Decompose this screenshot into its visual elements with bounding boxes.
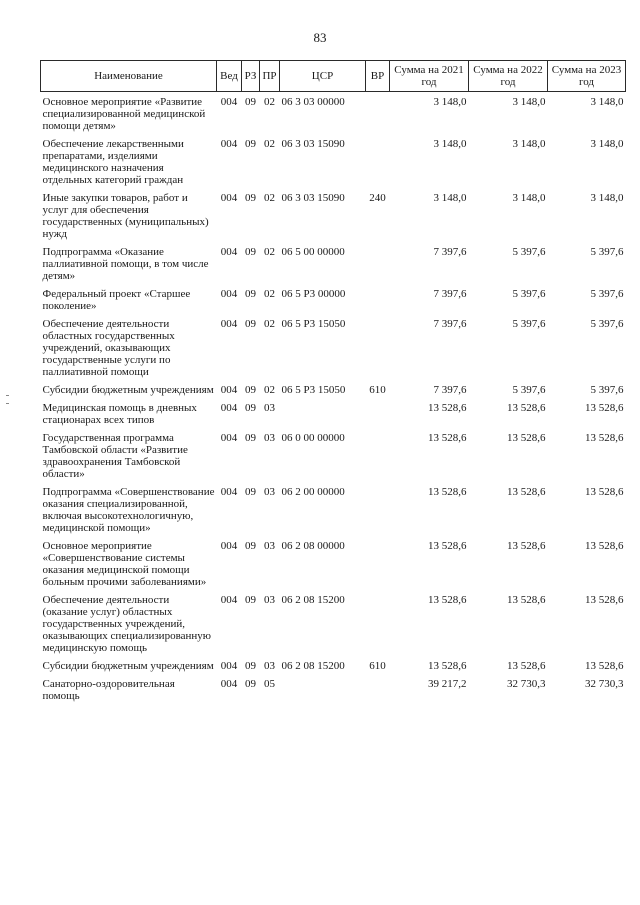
row-rz: 09 — [245, 138, 256, 150]
row-rz: 09 — [245, 432, 256, 444]
row-csr: 06 5 P3 15050 — [281, 318, 346, 330]
header-rz: РЗ — [242, 61, 260, 92]
row-rz: 09 — [245, 594, 256, 606]
row-sum-2023: 13 528,6 — [585, 540, 624, 552]
row-pr: 02 — [264, 288, 275, 300]
row-sum-2023: 13 528,6 — [585, 594, 624, 606]
row-pr: 02 — [264, 318, 275, 330]
row-sum-2023: 13 528,6 — [585, 402, 624, 414]
row-rz: 09 — [245, 660, 256, 672]
row-pr: 02 — [264, 96, 275, 108]
row-name: Основное мероприятие «Совершенствование системы оказания медицинской помощи больным прочими заболеваниями» — [42, 540, 207, 588]
header-sum-2023: Сумма на 2023 год — [548, 61, 626, 92]
row-rz: 09 — [245, 384, 256, 396]
row-vr — [366, 594, 390, 660]
row-csr: 06 2 08 15200 — [281, 660, 345, 672]
table-row — [41, 246, 626, 288]
row-ved: 004 — [220, 540, 238, 552]
row-rz: 09 — [245, 318, 256, 330]
row-name: Субсидии бюджетным учреждениям — [42, 660, 214, 672]
row-csr: 06 2 08 00000 — [281, 540, 345, 552]
row-sum-2022: 3 148,0 — [512, 138, 546, 150]
table-row — [41, 486, 626, 540]
table-row — [41, 288, 626, 318]
table-row — [41, 384, 626, 402]
row-ved: 004 — [220, 432, 238, 444]
row-sum-2023: 13 528,6 — [585, 486, 624, 498]
row-name: Субсидии бюджетным учреждениям — [42, 384, 214, 396]
table-row — [41, 92, 626, 139]
row-sum-2023: 5 397,6 — [590, 384, 624, 396]
row-vr — [366, 246, 390, 288]
row-sum-2023: 3 148,0 — [590, 96, 624, 108]
row-vr — [366, 432, 390, 486]
table-row — [41, 138, 626, 192]
row-sum-2021: 13 528,6 — [428, 432, 467, 444]
row-ved: 004 — [220, 318, 238, 330]
row-ved: 004 — [220, 678, 238, 690]
row-sum-2021: 7 397,6 — [433, 384, 467, 396]
row-ved: 004 — [220, 288, 238, 300]
row-sum-2021: 3 148,0 — [433, 138, 467, 150]
row-sum-2021: 7 397,6 — [433, 246, 467, 258]
row-name: Иные закупки товаров, работ и услуг для обеспечения государственных (муниципальных) нужд — [42, 192, 209, 240]
row-pr: 02 — [264, 384, 275, 396]
row-csr: 06 5 P3 15050 — [281, 384, 346, 396]
row-pr: 03 — [264, 594, 275, 606]
row-csr: 06 3 03 15090 — [281, 138, 345, 150]
row-name: Медицинская помощь в дневных стационарах всех типов — [42, 402, 197, 426]
row-sum-2023: 3 148,0 — [590, 138, 624, 150]
header-sum-2021: Сумма на 2021 год — [390, 61, 469, 92]
row-ved: 004 — [220, 192, 238, 204]
row-sum-2022: 13 528,6 — [507, 540, 546, 552]
row-sum-2022: 13 528,6 — [507, 432, 546, 444]
row-ved: 004 — [220, 660, 238, 672]
row-sum-2021: 7 397,6 — [433, 288, 467, 300]
row-sum-2023: 32 730,3 — [585, 678, 624, 690]
row-sum-2021: 13 528,6 — [428, 540, 467, 552]
row-rz: 09 — [245, 192, 256, 204]
row-sum-2023: 5 397,6 — [590, 288, 624, 300]
row-name: Подпрограмма «Совершенствование оказания специализированной, включая высокотехнологичную, медицинской помощи» — [42, 486, 215, 534]
row-sum-2021: 39 217,2 — [428, 678, 467, 690]
row-pr: 02 — [264, 246, 275, 258]
row-rz: 09 — [245, 486, 256, 498]
table-row — [41, 660, 626, 678]
row-pr: 05 — [264, 678, 275, 690]
row-sum-2022: 32 730,3 — [507, 678, 546, 690]
header-sum-2022: Сумма на 2022 год — [469, 61, 548, 92]
row-name: Обеспечение лекарственными препаратами, изделиями медицинского назначения отдельных категорий граждан — [42, 138, 184, 186]
row-sum-2022: 5 397,6 — [512, 246, 546, 258]
header-name: Наименование — [41, 61, 217, 92]
row-csr: 06 2 08 15200 — [281, 594, 345, 606]
row-name: Подпрограмма «Оказание паллиативной помощи, в том числе детям» — [42, 246, 209, 282]
row-vr — [366, 138, 390, 192]
row-csr — [280, 678, 366, 708]
row-vr — [366, 678, 390, 708]
row-ved: 004 — [220, 594, 238, 606]
table-row — [41, 678, 626, 708]
row-pr: 03 — [264, 540, 275, 552]
header-ved: Вед — [217, 61, 242, 92]
row-vr — [366, 92, 390, 139]
row-rz: 09 — [245, 288, 256, 300]
row-pr: 03 — [264, 486, 275, 498]
row-rz: 09 — [245, 246, 256, 258]
row-vr — [366, 540, 390, 594]
row-name: Основное мероприятие «Развитие специализированной медицинской помощи детям» — [42, 96, 206, 132]
row-sum-2021: 3 148,0 — [433, 96, 467, 108]
row-csr: 06 3 03 00000 — [281, 96, 345, 108]
row-sum-2023: 3 148,0 — [590, 192, 624, 204]
row-pr: 02 — [264, 192, 275, 204]
row-sum-2022: 5 397,6 — [512, 384, 546, 396]
table-header-row — [41, 61, 626, 92]
row-pr: 02 — [264, 138, 275, 150]
row-name: Санаторно-оздоровительная помощь — [42, 678, 175, 702]
row-sum-2021: 13 528,6 — [428, 402, 467, 414]
table-row — [41, 594, 626, 660]
row-csr: 06 0 00 00000 — [281, 432, 345, 444]
row-sum-2021: 3 148,0 — [433, 192, 467, 204]
row-sum-2021: 13 528,6 — [428, 594, 467, 606]
header-csr: ЦСР — [280, 61, 366, 92]
table-row — [41, 402, 626, 432]
row-vr — [366, 402, 390, 432]
budget-table — [40, 60, 626, 708]
row-name: Государственная программа Тамбовской области «Развитие здравоохранения Тамбовской области» — [42, 432, 188, 480]
page-number: 83 — [313, 30, 327, 45]
row-rz: 09 — [245, 540, 256, 552]
row-sum-2022: 13 528,6 — [507, 594, 546, 606]
row-sum-2023: 5 397,6 — [590, 246, 624, 258]
row-ved: 004 — [220, 384, 238, 396]
row-sum-2023: 13 528,6 — [585, 432, 624, 444]
row-ved: 004 — [220, 402, 238, 414]
table-row — [41, 432, 626, 486]
row-ved: 004 — [220, 96, 238, 108]
row-sum-2022: 13 528,6 — [507, 660, 546, 672]
row-rz: 09 — [245, 678, 256, 690]
row-sum-2021: 13 528,6 — [428, 486, 467, 498]
row-sum-2021: 7 397,6 — [433, 318, 467, 330]
row-name: Обеспечение деятельности областных государственных учреждений, оказывающих государственные услуги по паллиативной помощи — [42, 318, 175, 378]
row-pr: 03 — [264, 660, 275, 672]
scan-margin-mark — [6, 395, 9, 396]
row-ved: 004 — [220, 486, 238, 498]
header-pr: ПР — [260, 61, 280, 92]
row-csr: 06 2 00 00000 — [281, 486, 345, 498]
header-vr: ВР — [366, 61, 390, 92]
row-csr: 06 5 00 00000 — [281, 246, 345, 258]
row-sum-2022: 13 528,6 — [507, 486, 546, 498]
row-sum-2022: 13 528,6 — [507, 402, 546, 414]
row-csr: 06 5 P3 00000 — [281, 288, 346, 300]
row-sum-2022: 5 397,6 — [512, 288, 546, 300]
row-vr — [366, 486, 390, 540]
row-sum-2022: 3 148,0 — [512, 192, 546, 204]
row-sum-2021: 13 528,6 — [428, 660, 467, 672]
row-ved: 004 — [220, 138, 238, 150]
table-row — [41, 540, 626, 594]
row-vr: 240 — [369, 192, 386, 204]
row-ved: 004 — [220, 246, 238, 258]
table-row — [41, 192, 626, 246]
row-csr — [280, 402, 366, 432]
row-name: Обеспечение деятельности (оказание услуг) областных государственных учреждений, оказывающих специализированную медицинскую помощь — [42, 594, 211, 654]
row-vr: 610 — [369, 660, 386, 672]
row-pr: 03 — [264, 432, 275, 444]
row-name: Федеральный проект «Старшее поколение» — [42, 288, 191, 312]
row-sum-2022: 5 397,6 — [512, 318, 546, 330]
row-rz: 09 — [245, 402, 256, 414]
table-row — [41, 318, 626, 384]
scan-margin-mark — [6, 403, 9, 404]
row-sum-2022: 3 148,0 — [512, 96, 546, 108]
row-vr — [366, 318, 390, 384]
row-csr: 06 3 03 15090 — [281, 192, 345, 204]
row-sum-2023: 5 397,6 — [590, 318, 624, 330]
row-rz: 09 — [245, 96, 256, 108]
row-sum-2023: 13 528,6 — [585, 660, 624, 672]
row-vr: 610 — [369, 384, 386, 396]
row-pr: 03 — [264, 402, 275, 414]
row-vr — [366, 288, 390, 318]
